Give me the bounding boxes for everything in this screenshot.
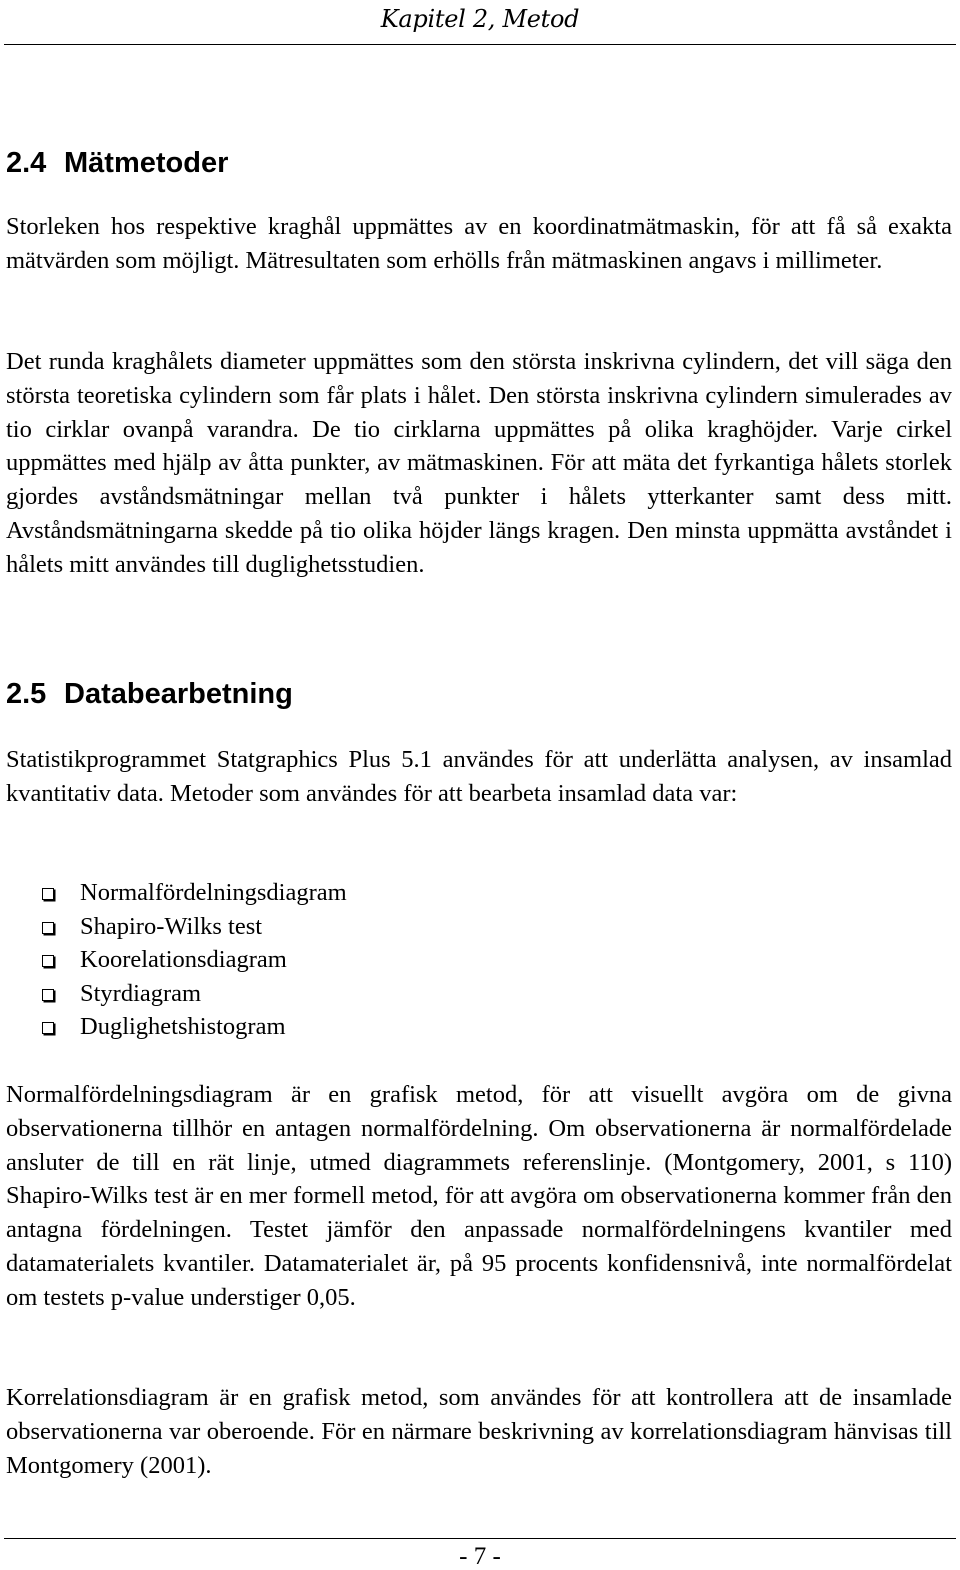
list-item xyxy=(6,977,347,1011)
list-item xyxy=(6,876,347,910)
page-number: - 7 - xyxy=(459,1543,501,1570)
list-item-label: Styrdiagram xyxy=(80,979,202,1007)
list-item-label: Koorelationsdiagram xyxy=(80,946,287,974)
checkbox-bullet-icon xyxy=(42,922,54,934)
header-rule xyxy=(4,44,956,45)
section-title: Mätmetoder xyxy=(64,147,229,179)
checkbox-bullet-icon xyxy=(42,888,54,900)
section-title: Databearbetning xyxy=(64,678,293,710)
running-header: Kapitel 2, Metod xyxy=(380,5,580,33)
section-number: 2.5 xyxy=(6,678,47,710)
paragraph-measurement-intro: Storleken hos respektive kraghål uppmättes av en koordinatmätmaskin, för att få så exakta mätvärden som möjligt. Mätresultaten som erhölls från mätmaskinen angavs i millimeter. xyxy=(6,213,952,274)
methods-list xyxy=(6,876,347,1044)
footer-rule xyxy=(4,1538,956,1539)
section-heading-2-5 xyxy=(6,676,293,712)
checkbox-bullet-icon xyxy=(42,1022,54,1034)
list-item-label: Duglighetshistogram xyxy=(80,1013,286,1041)
checkbox-bullet-icon xyxy=(42,955,54,967)
paragraph-data-processing-intro: Statistikprogrammet Statgraphics Plus 5.1 användes för att underlätta analysen, av insamlad kvantitativ data. Metoder som användes för att bearbeta insamlad data var: xyxy=(6,746,952,807)
section-heading-2-4 xyxy=(6,145,228,181)
section-number: 2.4 xyxy=(6,147,47,179)
list-item-label: Shapiro-Wilks test xyxy=(80,912,263,940)
list-item xyxy=(6,910,347,944)
list-item xyxy=(6,943,347,977)
paragraph-normal-distribution: Normalfördelningsdiagram är en grafisk metod, för att visuellt avgöra om de givna observationerna tillhör en antagen normalfördelning. Om observationerna är normalfördelade ansluter de till en rät linje, utmed diagrammets referenslinje. (Montgomery, 2001, s 110) Shapiro-Wilks test är en mer formell metod, för att avgöra om observationerna kommer från den antagna fördelningen. Testet jämför den anpassade normalfördelningens kvantiler med datamaterialets kvantiler. Datamaterialet är, på 95 procents konfidensnivå, inte normalfördelat om testets p-value understiger 0,05. xyxy=(6,1081,952,1311)
list-item-label: Normalfördelningsdiagram xyxy=(80,879,347,906)
paragraph-correlation: Korrelationsdiagram är en grafisk metod, som användes för att kontrollera att de insamlade observationerna var oberoende. För en närmare beskrivning av korrelationsdiagram hänvisas till Montgomery (2001). xyxy=(6,1384,952,1479)
paragraph-measurement-details: Det runda kraghålets diameter uppmättes som den största inskrivna cylindern, det vill säga den största teoretiska cylindern som får plats i hålet. Den största inskrivna cylindern simulerades av tio cirklar ovanpå varandra. De tio cirklarna uppmättes på olika kraghöjder. Varje cirkel uppmättes med hjälp av åtta punkter, av mätmaskinen. För att mäta det fyrkantiga hålets storlek gjordes avståndsmätningar mellan två punkter i hålets ytterkanter samt dess mitt. Avståndsmätningarna skedde på tio olika höjder längs kragen. Den minsta uppmätta avståndet i hålets mitt användes till duglighetsstudien. xyxy=(6,348,952,578)
list-item xyxy=(6,1010,347,1044)
checkbox-bullet-icon xyxy=(42,989,54,1001)
